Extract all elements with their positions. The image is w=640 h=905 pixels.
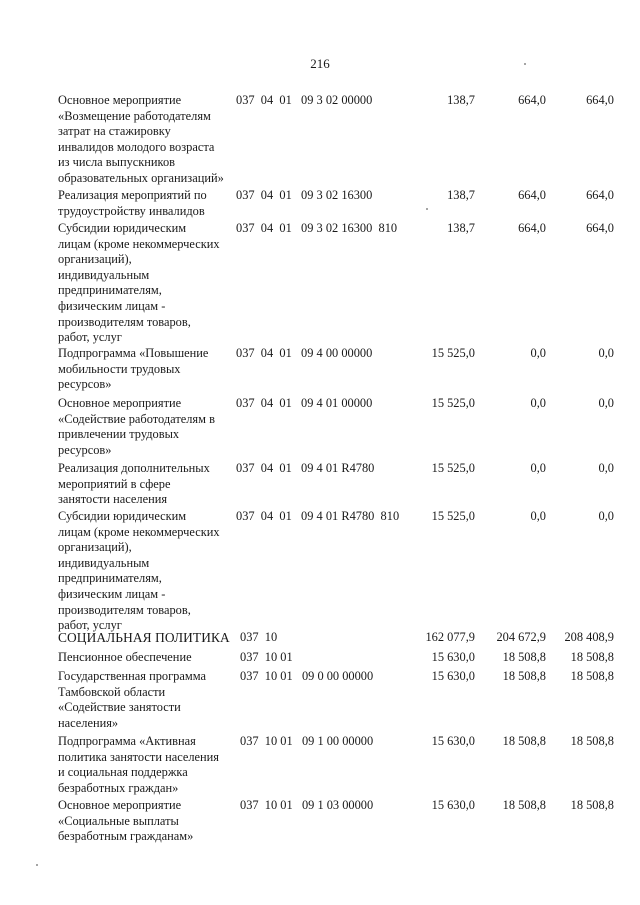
row-value-1: 15 525,0 — [431, 461, 475, 475]
row-code: 037 04 01 09 3 02 00000 — [236, 93, 373, 107]
row-name: Подпрограмма «Активная политика занятости населения и социальная поддержка безработных граждан» — [58, 734, 219, 795]
row-value-1: 15 525,0 — [431, 346, 475, 360]
row-name: Субсидии юридическим лицам (кроме некоммерческих организаций), индивидуальным предпринимателям, физическим лицам - производителям товаров, работ, услуг — [58, 221, 220, 345]
row-code: 037 10 01 09 1 00 00000 — [240, 734, 374, 748]
scan-speck — [426, 208, 428, 210]
row-value-2: 664,0 — [518, 93, 546, 107]
row-code: 037 04 01 09 4 00 00000 — [236, 346, 373, 360]
row-value-1: 15 630,0 — [431, 798, 475, 812]
row-value-2: 0,0 — [530, 461, 546, 475]
scan-speck — [36, 864, 38, 866]
scan-speck — [524, 63, 526, 65]
page-number: 216 — [310, 56, 330, 71]
row-value-3: 208 408,9 — [564, 630, 614, 644]
row-name: Государственная программа Тамбовской области «Содействие занятости населения» — [58, 669, 206, 730]
row-value-3: 664,0 — [586, 93, 614, 107]
row-value-2: 0,0 — [530, 346, 546, 360]
row-name: Реализация мероприятий по трудоустройству инвалидов — [58, 188, 207, 218]
row-value-1: 15 525,0 — [431, 396, 475, 410]
row-value-3: 18 508,8 — [570, 798, 614, 812]
row-value-2: 664,0 — [518, 221, 546, 235]
row-name: Основное мероприятие «Содействие работодателям в привлечении трудовых ресурсов» — [58, 396, 215, 457]
row-value-1: 138,7 — [447, 221, 475, 235]
row-code: 037 10 — [240, 630, 278, 644]
row-code: 037 04 01 09 3 02 16300 810 — [236, 221, 398, 235]
row-name: Основное мероприятие «Возмещение работодателям затрат на стажировку инвалидов молодого возраста из числа выпускников образовательных организаций» — [58, 93, 224, 185]
row-code: 037 10 01 — [240, 650, 293, 664]
row-value-2: 0,0 — [530, 396, 546, 410]
row-code: 037 04 01 09 4 01 00000 — [236, 396, 373, 410]
row-value-3: 664,0 — [586, 221, 614, 235]
row-value-1: 15 630,0 — [431, 650, 475, 664]
row-value-2: 0,0 — [530, 509, 546, 523]
row-name: СОЦИАЛЬНАЯ ПОЛИТИКА — [58, 630, 230, 645]
row-name: Подпрограмма «Повышение мобильности трудовых ресурсов» — [58, 346, 209, 392]
row-value-1: 138,7 — [447, 93, 475, 107]
row-name: Основное мероприятие «Социальные выплаты безработным гражданам» — [58, 798, 194, 844]
row-value-3: 0,0 — [598, 461, 614, 475]
row-code: 037 10 01 09 0 00 00000 — [240, 669, 374, 683]
row-value-3: 664,0 — [586, 188, 614, 202]
row-code: 037 04 01 09 3 02 16300 — [236, 188, 373, 202]
row-value-3: 0,0 — [598, 346, 614, 360]
row-value-2: 18 508,8 — [502, 669, 546, 683]
row-name: Пенсионное обеспечение — [58, 650, 192, 664]
row-code: 037 04 01 09 4 01 R4780 810 — [236, 509, 400, 523]
row-name: Субсидии юридическим лицам (кроме некоммерческих организаций), индивидуальным предпринимателям, физическим лицам - производителям товаров, работ, услуг — [58, 509, 220, 633]
row-value-2: 18 508,8 — [502, 650, 546, 664]
row-code: 037 10 01 09 1 03 00000 — [240, 798, 374, 812]
row-value-2: 664,0 — [518, 188, 546, 202]
row-value-3: 18 508,8 — [570, 669, 614, 683]
row-value-3: 0,0 — [598, 396, 614, 410]
row-value-1: 162 077,9 — [425, 630, 475, 644]
row-value-2: 204 672,9 — [496, 630, 546, 644]
row-value-1: 15 525,0 — [431, 509, 475, 523]
row-value-3: 18 508,8 — [570, 734, 614, 748]
row-code: 037 04 01 09 4 01 R4780 — [236, 461, 375, 475]
row-value-3: 0,0 — [598, 509, 614, 523]
row-value-2: 18 508,8 — [502, 798, 546, 812]
row-value-1: 15 630,0 — [431, 669, 475, 683]
row-name: Реализация дополнительных мероприятий в сфере занятости населения — [58, 461, 210, 507]
row-value-1: 15 630,0 — [431, 734, 475, 748]
row-value-1: 138,7 — [447, 188, 475, 202]
row-value-3: 18 508,8 — [570, 650, 614, 664]
row-value-2: 18 508,8 — [502, 734, 546, 748]
